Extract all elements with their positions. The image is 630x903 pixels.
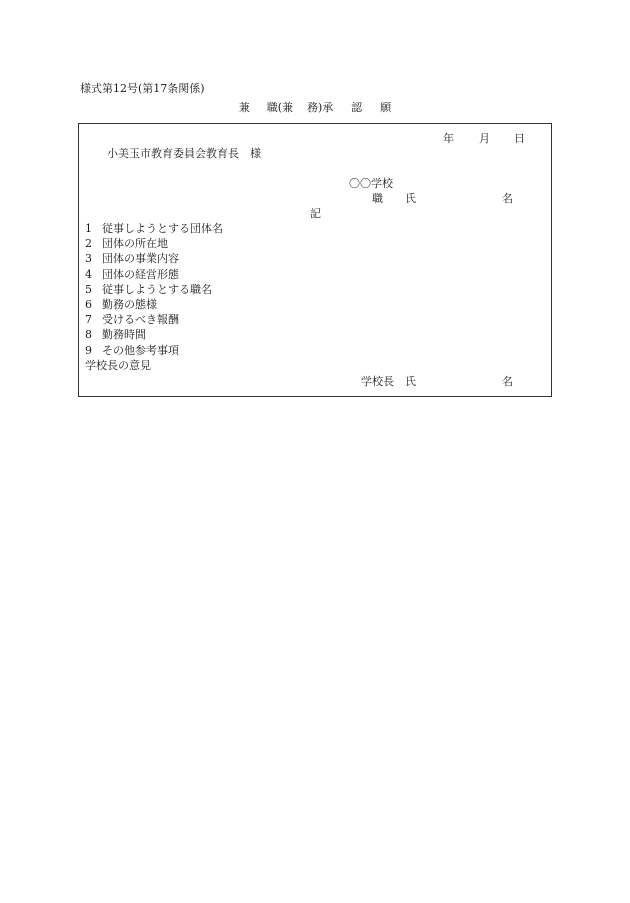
list-item-number: 6 [85,297,92,311]
form-title [0,99,630,115]
list-item [85,222,223,237]
date-day-label: 日 [514,132,525,145]
list-item-number: 1 [85,222,92,235]
list-item-number: 5 [85,282,92,296]
form-title-part-2: 職(兼 [266,101,293,114]
applicant-title-label: 職 [372,192,383,205]
list-item [85,252,223,267]
form-title-part-5: 願 [380,101,392,114]
principal-given-name-label: 名 [502,375,513,388]
list-item-number: 2 [85,237,92,251]
principal-title-label: 学校長 [361,375,394,388]
list-item-number: 9 [85,343,92,357]
list-item-label: その他参考事項 [102,343,179,357]
principal-family-name-label: 氏 [405,375,416,388]
list-item [85,328,223,343]
form-box [78,123,552,397]
list-item-label: 勤務の態様 [102,297,157,311]
applicant-given-name-label: 名 [502,192,513,205]
list-item-label: 団体の経営形態 [102,267,179,281]
list-item-number: 3 [85,252,92,266]
list-item [85,237,223,252]
date-year-label: 年 [443,132,454,145]
list-item-label: 団体の所在地 [102,237,168,251]
form-title-part-4: 認 [351,101,363,114]
addressee: 小美玉市教育委員会教育長 様 [107,147,261,160]
list-item [85,313,223,328]
list-item [85,283,223,298]
date-month-label: 月 [479,132,490,145]
list-item-number: 4 [85,267,92,281]
list-item [85,298,223,313]
list-item-label: 従事しようとする職名 [102,282,212,296]
list-item-label: 従事しようとする団体名 [102,222,223,235]
list-item-label: 勤務時間 [102,328,146,342]
list-item [85,344,223,359]
list-item-label: 団体の事業内容 [102,252,179,266]
list-item-label: 受けるべき報酬 [102,313,179,327]
principal-opinion-label: 学校長の意見 [85,359,151,372]
list-item-number: 7 [85,313,92,327]
form-title-part-1: 兼 [238,101,250,114]
form-number: 様式第12号(第17条関係) [80,82,205,95]
list-item [85,268,223,283]
list-item-number: 8 [85,328,92,342]
item-list [85,222,223,359]
school-name: 〇〇学校 [349,177,393,190]
record-heading: 記 [310,207,321,220]
form-title-part-3: 務)承 [307,101,334,114]
applicant-family-name-label: 氏 [405,192,416,205]
